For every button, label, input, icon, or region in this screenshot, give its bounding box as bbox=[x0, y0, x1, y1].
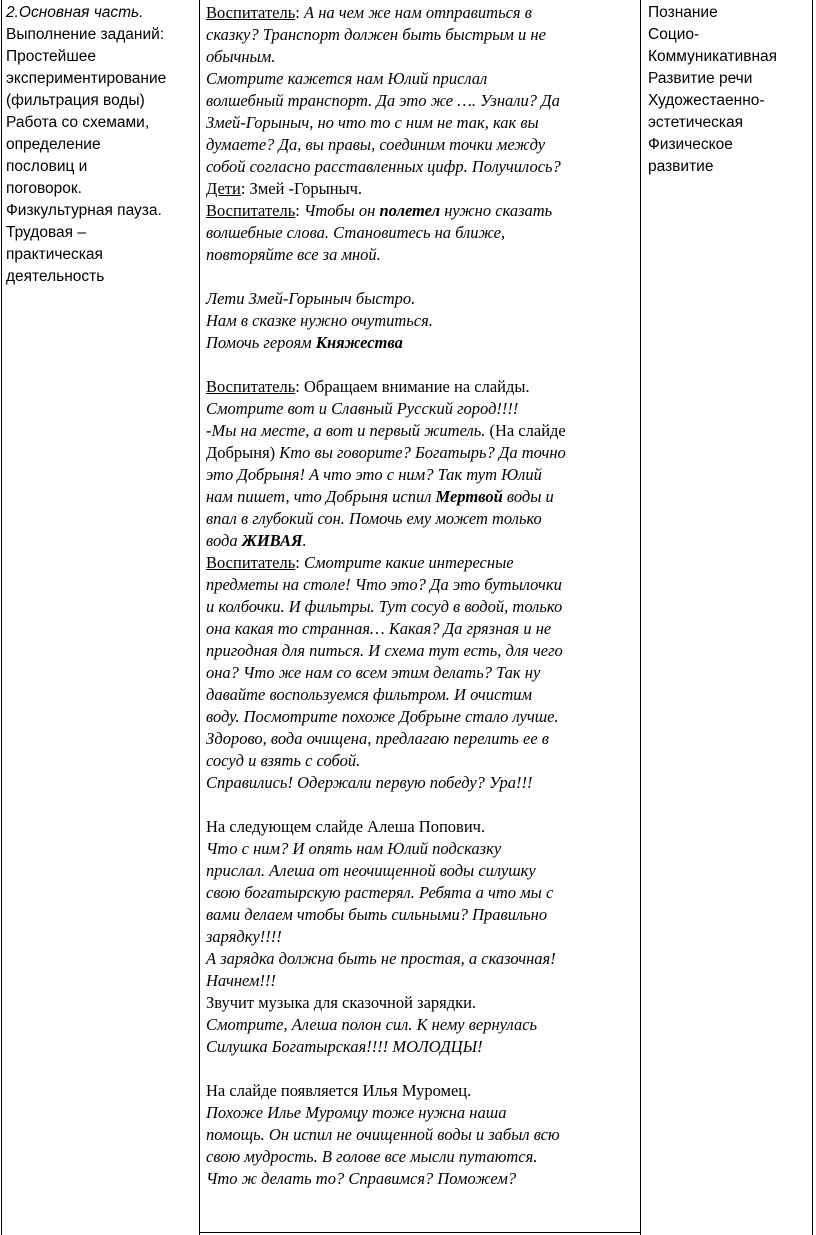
section-line: поговорок. bbox=[6, 180, 82, 197]
dialogue-line: Смотрите вот и Славный Русский город!!!! bbox=[206, 399, 519, 418]
dialogue-line: вода ЖИВАЯ. bbox=[206, 531, 307, 550]
paragraph-gap bbox=[206, 266, 634, 288]
dialogue-line: и колбочки. И фильтры. Тут сосуд в водой, только bbox=[206, 597, 563, 616]
dialogue-line: предметы на столе! Что это? Да это бутылочки bbox=[206, 575, 562, 594]
table-border-right bbox=[812, 0, 813, 1235]
dialogue-line: волшебные слова. Становитесь на ближе, bbox=[206, 223, 506, 242]
area-line: Познание bbox=[648, 4, 718, 21]
dialogue-line: Что с ним? И опять нам Юлий подсказку bbox=[206, 839, 502, 858]
section-line: Выполнение заданий: bbox=[6, 26, 165, 43]
inner-cell-bottom-border bbox=[199, 1232, 641, 1233]
section-line: экспериментирование bbox=[6, 70, 167, 87]
area-line: Социо- bbox=[648, 26, 700, 43]
dialogue-line: нам пишет, что Добрыня испил Мертвой воды и bbox=[206, 487, 554, 506]
poem-line: Помочь героям Княжества bbox=[206, 333, 403, 352]
dialogue-line: Похоже Илье Муромцу тоже нужна наша bbox=[206, 1103, 507, 1122]
dialogue-line: воду. Посмотрите похоже Добрыне стало лучше. bbox=[206, 707, 559, 726]
section-line: деятельность bbox=[6, 268, 105, 285]
dialogue-line: Воспитатель: Смотрите какие интересные bbox=[206, 553, 514, 572]
area-line: Коммуникативная bbox=[648, 48, 778, 65]
section-line: пословиц и bbox=[6, 158, 88, 175]
dialogue-line: это Добрыня! А что это с ним? Так тут Юлий bbox=[206, 465, 542, 484]
dialogue-line: Силушка Богатырская!!!! МОЛОДЦЫ! bbox=[206, 1037, 483, 1056]
dialogue-line: впал в глубокий сон. Помочь ему может только bbox=[206, 509, 542, 528]
paragraph-gap bbox=[206, 794, 634, 816]
speaker-label: Воспитатель bbox=[206, 3, 296, 22]
area-line: Художестаенно- bbox=[648, 92, 765, 109]
dialogue-line: На слайде появляется Илья Муромец. bbox=[206, 1081, 472, 1100]
dialogue-line: думаете? Да, вы правы, соединим точки между bbox=[206, 135, 546, 154]
dialogue-line: А зарядка должна быть не простая, а сказочная! bbox=[206, 949, 556, 968]
dialogue-line: Воспитатель: Чтобы он полетел нужно сказать bbox=[206, 201, 553, 220]
dialogue-line: она? Что же нам со всем этим делать? Так ну bbox=[206, 663, 541, 682]
section-line: Работа со схемами, bbox=[6, 114, 150, 131]
dialogue-line: Звучит музыка для сказочной зарядки. bbox=[206, 993, 477, 1012]
dialogue-line: Воспитатель: А на чем же нам отправиться в bbox=[206, 3, 532, 22]
speaker-label: Воспитатель bbox=[206, 377, 296, 396]
dialogue-line: сказку? Транспорт должен быть быстрым и не bbox=[206, 25, 546, 44]
paragraph-gap bbox=[206, 1058, 634, 1080]
section-line: практическая bbox=[6, 246, 103, 263]
dialogue-line: волшебный транспорт. Да это же …. Узнали? Да bbox=[206, 91, 560, 110]
dialogue-line: Смотрите кажется нам Юлий прислал bbox=[206, 69, 488, 88]
dialogue-line: свою богатырскую растерял. Ребята а что мы с bbox=[206, 883, 554, 902]
area-line: эстетическая bbox=[648, 114, 744, 131]
table-border-col2 bbox=[640, 0, 641, 1235]
section-line: Трудовая – bbox=[6, 224, 86, 241]
section-line: (фильтрация воды) bbox=[6, 92, 145, 109]
section-line: Простейшее bbox=[6, 48, 97, 65]
poem-line: Лети Змей-Горыныч быстро. bbox=[206, 289, 416, 308]
activity-cell bbox=[206, 2, 634, 1190]
section-line: Физкультурная пауза. bbox=[6, 202, 162, 219]
dialogue-line: она какая то странная… Какая? Да грязная и не bbox=[206, 619, 552, 638]
dialogue-line: Воспитатель: Обращаем внимание на слайды. bbox=[206, 377, 530, 396]
speaker-label: Воспитатель bbox=[206, 553, 296, 572]
dialogue-line: помощь. Он испил не очищенной воды и забыл всю bbox=[206, 1125, 560, 1144]
dialogue-line: -Мы на месте, а вот и первый житель. (На слайде bbox=[206, 421, 566, 440]
dialogue-line: Начнем!!! bbox=[206, 971, 276, 990]
section-title: 2.Основная часть. bbox=[6, 4, 144, 21]
dialogue-line: обычным. bbox=[206, 47, 276, 66]
dialogue-line: Змей-Горыныч, но что то с ним не так, как вы bbox=[206, 113, 539, 132]
dialogue-line: На следующем слайде Алеша Попович. bbox=[206, 817, 486, 836]
dialogue-line: давайте воспользуемся фильтром. И очистим bbox=[206, 685, 533, 704]
dialogue-line: свою мудрость. В голове все мысли путаются. bbox=[206, 1147, 538, 1166]
dialogue-line: Здорово, вода очищена, предлагаю перелить ее в bbox=[206, 729, 549, 748]
dialogue-line: повторяйте все за мной. bbox=[206, 245, 381, 264]
dialogue-line: Дети: Змей -Горыныч. bbox=[206, 179, 363, 198]
dialogue-line: Смотрите, Алеша полон сил. К нему вернулась bbox=[206, 1015, 538, 1034]
section-line: определение bbox=[6, 136, 101, 153]
speaker-label: Воспитатель bbox=[206, 201, 296, 220]
area-line: развитие bbox=[648, 158, 714, 175]
table-border-left bbox=[1, 0, 2, 1235]
poem-line: Нам в сказке нужно очутиться. bbox=[206, 311, 433, 330]
dialogue-line: вами делаем чтобы быть сильными? Правильно bbox=[206, 905, 548, 924]
dialogue-line: пригодная для питься. И схема тут есть, для чего bbox=[206, 641, 563, 660]
paragraph-gap bbox=[206, 354, 634, 376]
dialogue-line: собой согласно расставленных цифр. Получилось? bbox=[206, 157, 561, 176]
speaker-label: Дети bbox=[206, 179, 241, 198]
dialogue-line: зарядку!!!! bbox=[206, 927, 282, 946]
section-cell bbox=[6, 2, 194, 288]
dialogue-line: прислал. Алеша от неочищенной воды силушку bbox=[206, 861, 536, 880]
educational-areas-cell bbox=[648, 2, 814, 178]
dialogue-line: Справились! Одержали первую победу? Ура!!! bbox=[206, 773, 533, 792]
dialogue-line: Добрыня) Кто вы говорите? Богатырь? Да точно bbox=[206, 443, 566, 462]
dialogue-line: Что ж делать то? Справимся? Поможем? bbox=[206, 1169, 517, 1188]
area-line: Развитие речи bbox=[648, 70, 753, 87]
area-line: Физическое bbox=[648, 136, 733, 153]
dialogue-line: сосуд и взять с собой. bbox=[206, 751, 361, 770]
table-border-col1 bbox=[199, 0, 200, 1235]
